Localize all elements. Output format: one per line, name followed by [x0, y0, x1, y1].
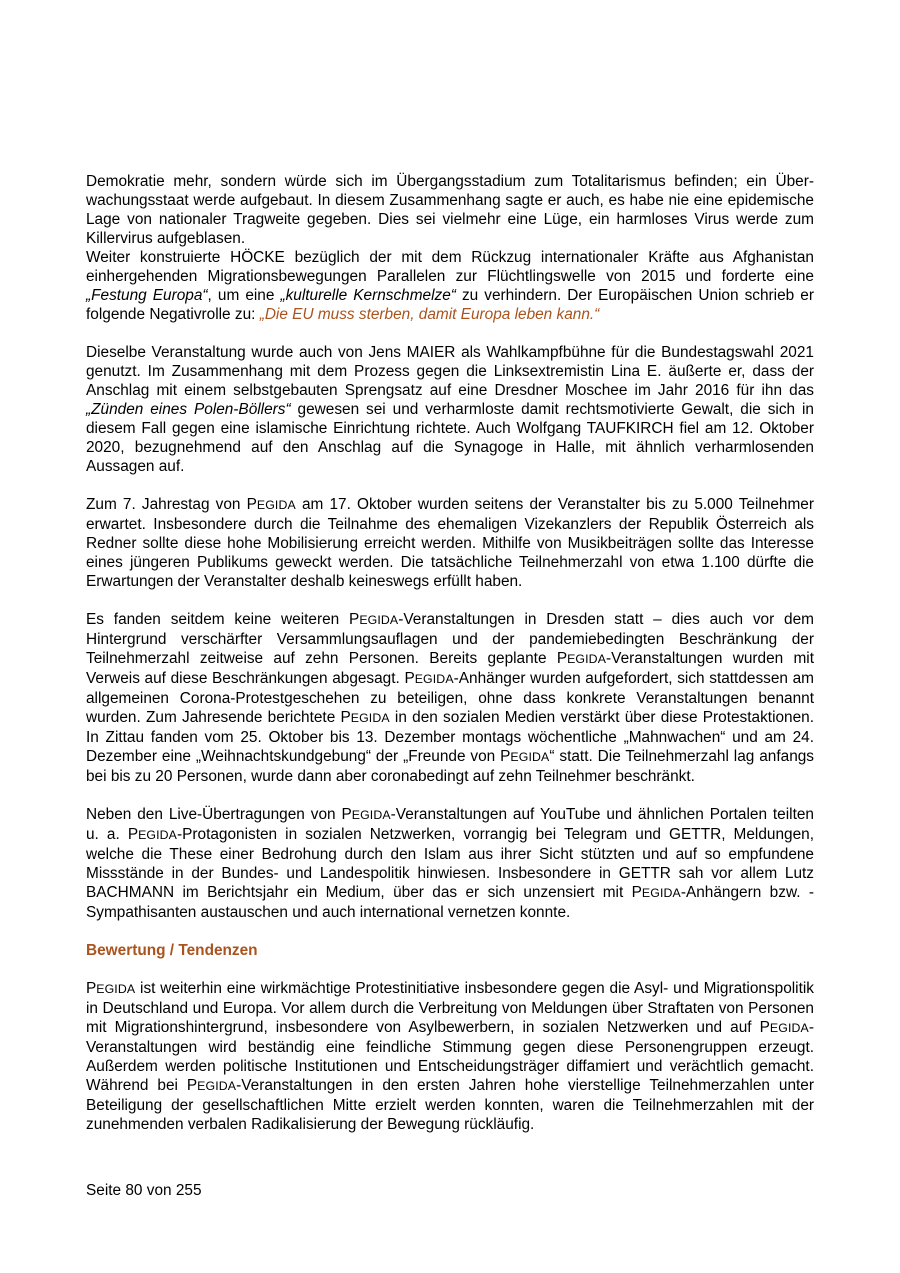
document-body	[86, 172, 814, 1134]
pegida-term: PEGIDA	[759, 1019, 809, 1036]
pegida-term: PEGIDA	[349, 611, 399, 628]
quote-eu-muss-sterben: „Die EU muss sterben, damit Europa leben kann.“	[259, 306, 600, 323]
pegida-term: PEGIDA	[404, 670, 454, 687]
paragraph-5: Es fanden seitdem keine weiteren PEGIDA-Veranstaltungen in Dresden statt – dies auch vor dem Hintergrund verschärfter Versammlungsauflagen und der pandemiebedingten Beschränkung der Teilnehmerzahl zeitweise auf zehn Personen. Bereits geplante PEGIDA-Veranstaltungen wurden mit Verweis auf diese Beschränkungen abgesagt. PEGIDA-Anhänger wurden aufgefordert, sich stattdessen am allgemeinen Corona-Protestgeschehen zu beteiligen, ohne dass konkrete Veranstaltungen benannt wurden. Zum Jahresende berichtete PEGIDA in den sozialen Medien verstärkt über diese Protestaktionen. In Zittau fanden vom 25. Oktober bis 13. Dezember montags wöchentliche „Mahnwachen“ und am 24. Dezember eine „Weihnachtskundgebung“ der „Freunde von PEGIDA“ statt. Die Teilnehmerzahl lag anfangs bei bis zu 20 Personen, wurde dann aber coronabedingt auf zehn Teilnehmer beschränkt.	[86, 611, 815, 785]
quote-festung-europa: „Festung Europa“	[86, 287, 208, 304]
paragraph-6: Neben den Live-Übertragungen von PEGIDA-Veranstaltungen auf YouTube und ähnlichen Portalen teilten u. a. PEGIDA-Protagonisten in sozialen Netzwerken, vorrangig bei Telegram und GETTR, Meldungen, welche die These einer Bedrohung durch den Islam aus ihrer Sicht stützten und auf so empfundene Missstände in der Bundes- und Landespolitik hinwiesen. Insbesondere in GETTR sah vor allem Lutz BACHMANN im Berichtsjahr ein Medium, über das er sich unzensiert mit PEGIDA-Anhängern bzw. -Sympathisanten austauschen und auch international vernetzen konnte.	[86, 806, 814, 921]
section-heading: Bewertung / Tendenzen	[86, 942, 258, 959]
pegida-term: PEGIDA	[86, 980, 136, 997]
paragraph-3: Dieselbe Veranstaltung wurde auch von Jens MAIER als Wahlkampfbühne für die Bundestagswahl 2021 genutzt. Im Zusammenhang mit dem Prozess gegen die Linksextremistin Lina E. äußerte er, dass der Anschlag mit einem selbstgebauten Sprengsatz auf eine Dresdner Moschee im Jahr 2016 für ihn das „Zünden eines Polen-Böllers“ gewesen sei und verharmloste damit rechtsmotivierte Gewalt, die sich in diesem Fall gegen eine islamische Einrichtung richtete. Auch Wolfgang TAUFKIRCH fiel am 12. Oktober 2020, bezugnehmend auf den Anschlag auf die Synagoge in Halle, mit ähnlich verharmlosenden Aussagen auf.	[86, 344, 814, 475]
quote-polen-boeller: „Zünden eines Polen-Böllers“	[86, 401, 291, 418]
paragraph-2: Weiter konstruierte HÖCKE bezüglich der mit dem Rückzug internationaler Kräfte aus Afghanistan einhergehenden Migrationsbewegungen Parallelen zur Flüchtlingswelle von 2015 und forderte eine „Festung Europa“, um eine „kulturelle Kernschmelze“ zu verhindern. Der Europäischen Union schrieb er folgende Negativrolle zu: „Die EU muss sterben, damit Europa leben kann.“	[86, 249, 814, 323]
pegida-term: PEGIDA	[341, 806, 391, 823]
pegida-term: PEGIDA	[556, 650, 607, 667]
paragraph-4: Zum 7. Jahrestag von PEGIDA am 17. Oktober wurden seitens der Veranstalter bis zu 5.000 Teilnehmer erwartet. Insbesondere durch die Teilnahme des ehemaligen Vizekanzlers der Republik Österreich als Redner sollte diese hohe Mobilisierung erreicht werden. Mithilfe von Musikbeiträgen sollte das Interesse eines jüngeren Publikums geweckt werden. Die tatsächliche Teilnehmerzahl von etwa 1.100 dürfte die Erwartungen der Veranstalter deshalb keineswegs erfüllt haben.	[86, 496, 814, 590]
quote-kulturelle-kernschmelze: „kulturelle Kernschmelze“	[280, 287, 456, 304]
pegida-term: PEGIDA	[186, 1077, 237, 1094]
paragraph-7: PEGIDA ist weiterhin eine wirkmächtige Protestinitiative insbesondere gegen die Asyl- und Migrationspolitik in Deutschland und Europa. Vor allem durch die Verbreitung von Meldungen über Straftaten von Personen mit Migrationshintergrund, insbesondere von Asylbewerbern, in sozialen Netzwerken und auf PEGIDA-Veranstaltungen wird beständig eine feindliche Stimmung gegen diese Personengruppen erzeugt. Außerdem werden politische Institutionen und Entscheidungsträger diffamiert und verächtlich gemacht. Während bei PEGIDA-Veranstaltungen in den ersten Jahren hohe vierstellige Teilnehmerzahlen unter Beteiligung der gesellschaftlichen Mitte erzielt werden konnten, waren die Teilnehmerzahlen mit der zunehmenden verbalen Radikalisierung der Bewegung rückläufig.	[86, 980, 814, 1133]
pegida-term: PEGIDA	[246, 496, 296, 513]
page-number: Seite 80 von 255	[86, 1182, 202, 1199]
paragraph-1: Demokratie mehr, sondern würde sich im Übergangsstadium zum Totalitarismus befinden; ein Überwachungsstaat werde aufgebaut. In diesem Zusammenhang sagte er auch, es habe nie eine epidemische Lage von nationaler Tragweite gegeben. Dies sei vielmehr eine Lüge, ein harmloses Virus werde zum Killervirus aufgeblasen.	[86, 173, 814, 247]
pegida-term: PEGIDA	[500, 748, 550, 765]
pegida-term: PEGIDA	[340, 709, 390, 726]
pegida-term: PEGIDA	[127, 826, 178, 843]
pegida-term: PEGIDA	[631, 884, 681, 901]
